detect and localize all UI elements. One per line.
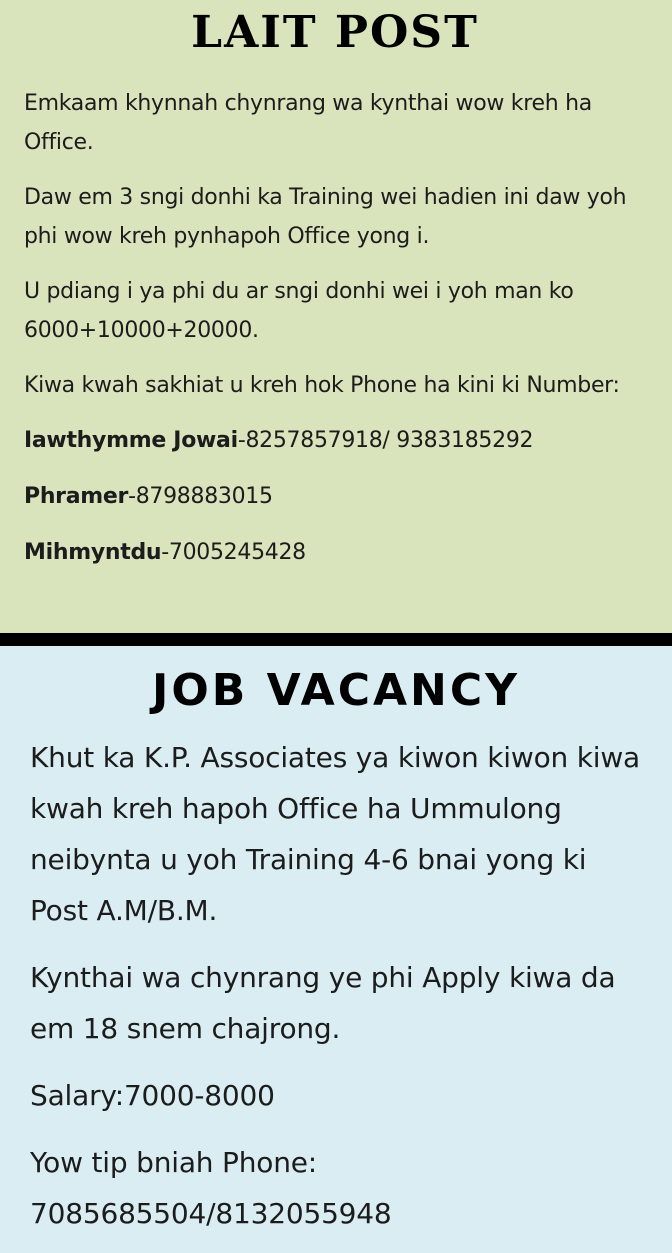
job-vacancy-section	[0, 646, 672, 1253]
salary-line: Salary:7000-8000	[30, 1079, 275, 1112]
job-vacancy-title: JOB VACANCY	[151, 665, 521, 716]
contact-line-iawthymme-jowai	[24, 421, 648, 460]
lait-post-title: LAIT POST	[191, 7, 479, 58]
contact-line-phramer	[24, 477, 648, 516]
job-vacancy-paragraph: Khut ka K.P. Associates ya kiwon kiwon kiwa kwah kreh hapoh Office ha Ummulong neibynta u yoh Training 4-6 bnai yong ki Post A.M/B.M.	[30, 741, 641, 927]
contact-line-mihmyntdu	[24, 533, 648, 572]
contact-place: Phramer	[24, 484, 129, 509]
lait-post-paragraph: U pdiang i ya phi du ar sngi donhi wei i yoh man ko 6000+10000+20000.	[24, 279, 574, 343]
section-divider	[0, 633, 672, 646]
job-vacancy-paragraph: Kynthai wa chynrang ye phi Apply kiwa da em 18 snem chajrong.	[30, 961, 616, 1045]
contact-place: Mihmyntdu	[24, 540, 162, 565]
lait-post-paragraph: Daw em 3 sngi donhi ka Training wei hadien ini daw yoh phi wow kreh pynhapoh Office yong i.	[24, 185, 627, 249]
phone-line: Yow tip bniah Phone: 7085685504/8132055948	[30, 1146, 392, 1230]
contact-place: Iawthymme Jowai	[24, 428, 238, 453]
contact-number: -8257857918/ 9383185292	[237, 428, 534, 453]
contact-number: -8798883015	[128, 484, 273, 509]
contact-number: -7005245428	[161, 540, 306, 565]
lait-post-paragraph: Kiwa kwah sakhiat u kreh hok Phone ha kini ki Number:	[24, 373, 620, 398]
lait-post-paragraph: Emkaam khynnah chynrang wa kynthai wow kreh ha Office.	[24, 91, 592, 155]
